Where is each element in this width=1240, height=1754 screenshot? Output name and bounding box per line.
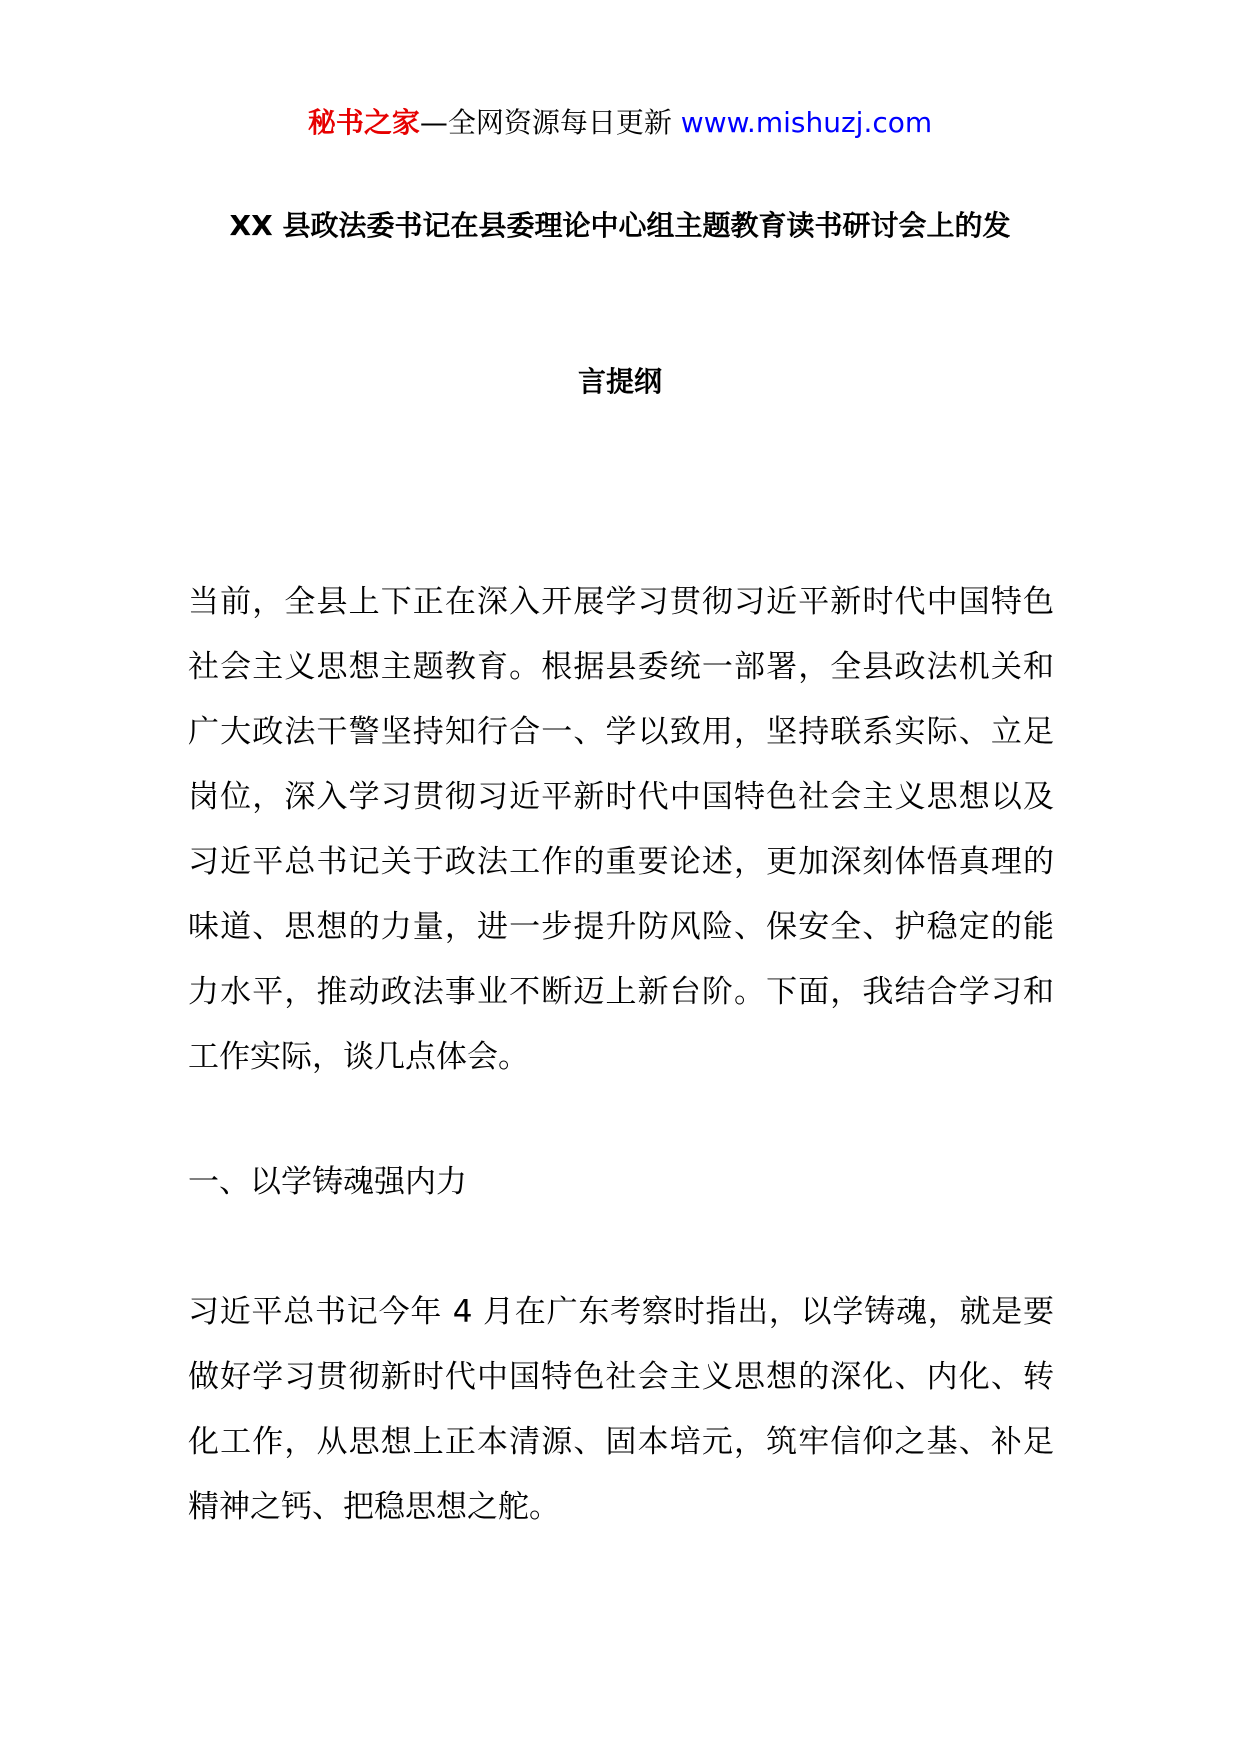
paragraph-line: 精神之钙、把稳思想之舵。 bbox=[188, 1489, 560, 1525]
site-tagline: —全网资源每日更新 bbox=[419, 106, 672, 139]
paragraph-line: 做好学习贯彻新时代中国特色社会主义思想的深化、内化、转 bbox=[188, 1359, 1054, 1395]
paragraph-line: 味道、思想的力量，进一步提升防风险、保安全、护稳定的能 bbox=[188, 909, 1054, 945]
brand-name: 秘书之家 bbox=[307, 106, 420, 139]
document-title-line-2: 言提纲 bbox=[577, 365, 662, 398]
paragraph-line: 岗位，深入学习贯彻习近平新时代中国特色社会主义思想以及 bbox=[188, 779, 1054, 815]
section-heading-text: 一、以学铸魂强内力 bbox=[188, 1164, 467, 1200]
paragraph-line: 工作实际，谈几点体会。 bbox=[188, 1039, 529, 1075]
paragraph-line: 广大政法干警坚持知行合一、学以致用，坚持联系实际、立足 bbox=[188, 714, 1054, 750]
section-heading-1 bbox=[188, 1150, 1054, 1215]
paragraph-line: 社会主义思想主题教育。根据县委统一部署，全县政法机关和 bbox=[188, 649, 1054, 685]
paragraph-line: 习近平总书记今年 4 月在广东考察时指出，以学铸魂，就是要 bbox=[188, 1294, 1054, 1330]
intro-paragraph bbox=[188, 570, 1054, 1090]
section-1-paragraph bbox=[188, 1280, 1054, 1540]
document-title-line-1: XX 县政法委书记在县委理论中心组主题教育读书研讨会上的发 bbox=[229, 209, 1011, 242]
site-url-link[interactable]: www.mishuzj.com bbox=[680, 106, 933, 139]
paragraph-line: 力水平，推动政法事业不断迈上新台阶。下面，我结合学习和 bbox=[188, 974, 1054, 1010]
site-header-banner bbox=[0, 100, 1240, 146]
paragraph-line: 习近平总书记关于政法工作的重要论述，更加深刻体悟真理的 bbox=[188, 844, 1054, 880]
paragraph-line: 化工作，从思想上正本清源、固本培元，筑牢信仰之基、补足 bbox=[188, 1424, 1054, 1460]
paragraph-line: 当前，全县上下正在深入开展学习贯彻习近平新时代中国特色 bbox=[188, 584, 1054, 620]
